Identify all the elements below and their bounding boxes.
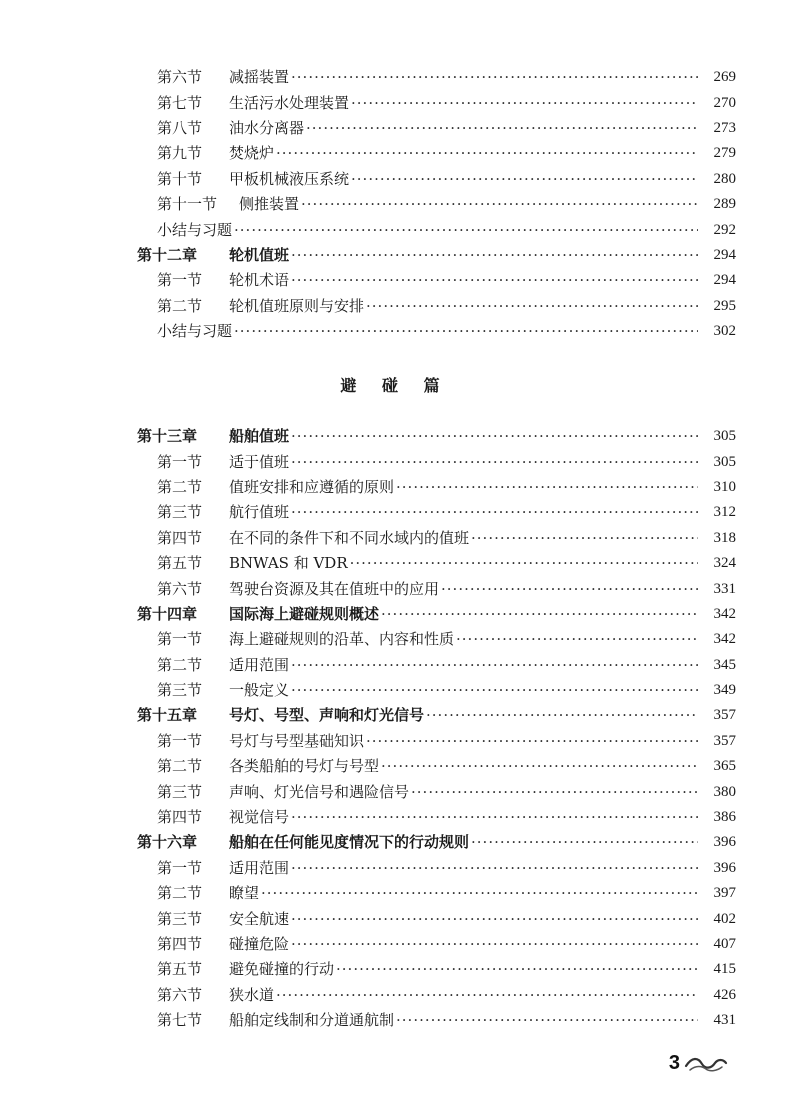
toc-entry-label: 第七节 <box>157 93 203 112</box>
dot-leader <box>441 577 698 602</box>
toc-entry-title: 碰撞危险 <box>229 935 290 953</box>
toc-entry-label: 第十节 <box>157 169 203 188</box>
toc-section-row[interactable] <box>0 779 790 804</box>
dot-leader <box>291 268 698 293</box>
toc-entry-label: 第十三章 <box>137 427 198 446</box>
toc-page-number: 342 <box>713 631 736 648</box>
toc-entry-label: 第一节 <box>157 858 203 877</box>
toc-entry-title: 瞭望 <box>229 884 260 903</box>
dot-leader <box>381 602 698 627</box>
toc-entry-label: 第五节 <box>157 960 203 979</box>
toc-entry-title: 减摇装置 <box>229 68 290 87</box>
toc-entry-label: 第十一节 <box>157 195 218 214</box>
toc-entry-title: 生活污水处理装置 <box>229 93 350 112</box>
dot-leader <box>291 678 698 703</box>
toc-summary-row[interactable] <box>0 217 790 242</box>
toc-entry-label: 第六节 <box>157 68 203 87</box>
toc-page-number: 415 <box>713 961 736 978</box>
toc-entry-label: 第三节 <box>157 681 203 700</box>
toc-entry-title: 一般定义 <box>229 681 290 700</box>
toc-entry-title: 各类船舶的号灯与号型 <box>229 757 380 776</box>
dot-leader <box>351 91 698 116</box>
toc-page-number: 302 <box>713 323 736 340</box>
toc-page-number: 305 <box>713 453 736 470</box>
toc-entry-title: 甲板机械液压系统 <box>229 169 350 188</box>
toc-entry-label: 第十六章 <box>137 833 198 852</box>
toc-section-row[interactable] <box>0 294 790 319</box>
toc-entry-title: 轮机值班 <box>229 245 290 264</box>
toc-section-row[interactable] <box>0 475 790 500</box>
dot-leader <box>276 983 698 1008</box>
toc-entry-title: 小结与习题 <box>157 220 233 239</box>
dot-leader <box>291 424 698 449</box>
toc-list-bottom <box>0 424 790 1033</box>
toc-section-row[interactable] <box>0 141 790 166</box>
toc-section-row[interactable] <box>0 729 790 754</box>
toc-entry-label: 第一节 <box>157 731 203 750</box>
toc-page-number: 294 <box>713 246 736 263</box>
dot-leader <box>276 141 698 166</box>
toc-page-number: 295 <box>713 297 736 314</box>
part-title: 避 碰 篇 <box>340 376 450 395</box>
toc-entry-title: 船舶定线制和分道通航制 <box>229 1011 395 1030</box>
dot-leader <box>426 703 698 728</box>
toc-entry-title: 海上避碰规则的沿革、内容和性质 <box>229 630 455 649</box>
dot-leader <box>291 805 698 830</box>
toc-entry-label: 第四节 <box>157 808 203 827</box>
toc-entry-label: 第二节 <box>157 884 203 903</box>
toc-page-number: 431 <box>713 1012 736 1029</box>
toc-section-row[interactable] <box>0 116 790 141</box>
toc-entry-label: 第三节 <box>157 909 203 928</box>
toc-entry-title: 避免碰撞的行动 <box>229 960 335 979</box>
toc-page-number: 407 <box>713 936 736 952</box>
toc-entry-label: 第一节 <box>157 630 203 649</box>
toc-entry-label: 第四节 <box>157 528 203 547</box>
toc-entry-title: 小结与习题 <box>157 322 233 341</box>
toc-page-number: 269 <box>713 69 736 86</box>
toc-section-row[interactable] <box>0 526 790 551</box>
toc-page-number: 396 <box>713 834 736 851</box>
dot-leader <box>411 780 698 805</box>
dot-leader <box>336 957 698 982</box>
dot-leader <box>301 192 698 217</box>
toc-section-row[interactable] <box>0 881 790 906</box>
dot-leader <box>291 243 698 268</box>
dot-leader <box>350 551 698 576</box>
toc-section-row[interactable] <box>0 983 790 1008</box>
toc-entry-title: 值班安排和应遵循的原则 <box>229 477 395 496</box>
toc-entry-label: 第五节 <box>157 554 203 573</box>
toc-page-number: 357 <box>713 732 736 749</box>
toc-section-row[interactable] <box>0 856 790 881</box>
toc-section-row[interactable] <box>0 957 790 982</box>
toc-section-row[interactable] <box>0 167 790 192</box>
toc-page-number: 312 <box>713 504 736 521</box>
toc-page-number: 280 <box>713 170 736 187</box>
toc-entry-title: 适用范围 <box>229 655 290 674</box>
toc-entry-title: 船舶在任何能见度情况下的行动规则 <box>229 833 470 852</box>
toc-entry-label: 第二节 <box>157 757 203 776</box>
toc-page-number: 292 <box>713 221 736 238</box>
toc-entry-label: 第二节 <box>157 655 203 674</box>
toc-page-number: 270 <box>713 94 736 111</box>
toc-entry-title: 狭水道 <box>229 985 275 1004</box>
toc-section-row[interactable] <box>0 906 790 931</box>
dot-leader <box>234 218 698 243</box>
toc-entry-title: 驾驶台资源及其在值班中的应用 <box>229 579 440 598</box>
toc-section-row[interactable] <box>0 805 790 830</box>
dot-leader <box>261 881 698 906</box>
toc-section-row[interactable] <box>0 192 790 217</box>
toc-section-row[interactable] <box>0 551 790 576</box>
toc-chapter-row[interactable] <box>0 243 790 268</box>
toc-page-number: 318 <box>713 529 736 546</box>
toc-entry-label: 第九节 <box>157 144 203 163</box>
toc-section-row[interactable] <box>0 65 790 90</box>
toc-entry-title: 焚烧炉 <box>229 144 275 163</box>
toc-entry-title: 侧推装置 <box>239 195 300 214</box>
dot-leader <box>291 932 698 957</box>
toc-page-number: 273 <box>713 119 736 136</box>
toc-section-row[interactable] <box>0 90 790 115</box>
toc-page-number: 349 <box>713 682 736 699</box>
toc-entry-title: 号灯与号型基础知识 <box>229 731 365 750</box>
toc-page-number: 357 <box>713 707 736 724</box>
toc-page-number: 397 <box>713 885 736 902</box>
toc-page-number: 365 <box>713 758 736 775</box>
dot-leader <box>291 450 698 475</box>
toc-chapter-row[interactable] <box>0 424 790 449</box>
toc-section-row[interactable] <box>0 932 790 957</box>
dot-leader <box>366 294 698 319</box>
page-number: 3 <box>668 1052 680 1074</box>
page-footer <box>669 1052 728 1075</box>
toc-entry-title: 船舶值班 <box>229 427 290 446</box>
toc-entry-title: 适于值班 <box>229 452 290 471</box>
toc-page-number: 310 <box>713 478 736 495</box>
toc-page-number: 279 <box>713 145 736 162</box>
toc-entry-label: 第六节 <box>157 579 203 598</box>
dot-leader <box>291 500 698 525</box>
toc-page-number: 324 <box>713 555 736 572</box>
toc-page-number: 294 <box>713 272 736 289</box>
dot-leader <box>396 475 698 500</box>
toc-entry-label: 第十五章 <box>137 706 198 725</box>
toc-list-top <box>0 65 790 344</box>
toc-page-number: 289 <box>713 196 736 213</box>
toc-chapter-row[interactable] <box>0 602 790 627</box>
toc-entry-label: 第七节 <box>157 1011 203 1030</box>
toc-entry-title: 视觉信号 <box>229 808 290 827</box>
dot-leader <box>306 116 698 141</box>
toc-entry-title: 轮机值班原则与安排 <box>229 296 365 315</box>
toc-page-number: 345 <box>713 656 736 673</box>
dot-leader <box>396 1008 698 1033</box>
toc-entry-label: 第一节 <box>157 271 203 290</box>
toc-entry-title: 油水分离器 <box>229 118 305 137</box>
toc-entry-label: 第二节 <box>157 477 203 496</box>
toc-page-number: 380 <box>713 783 736 800</box>
toc-entry-label: 第三节 <box>157 782 203 801</box>
toc-entry-label: 第四节 <box>157 935 203 953</box>
toc-entry-title: BNWAS 和 VDR <box>229 554 348 573</box>
toc-section-row[interactable] <box>0 1008 790 1033</box>
toc-entry-title: 在不同的条件下和不同水域内的值班 <box>229 528 470 547</box>
toc-entry-label: 第六节 <box>157 985 203 1004</box>
toc-entry-label: 第二节 <box>157 296 203 315</box>
toc-entry-title: 轮机术语 <box>229 271 290 290</box>
toc-section-row[interactable] <box>0 500 790 525</box>
wave-icon <box>684 1055 728 1073</box>
toc-section-row[interactable] <box>0 268 790 293</box>
toc-entry-label: 第十四章 <box>137 604 198 623</box>
toc-entry-title: 安全航速 <box>229 909 290 928</box>
toc-entry-title: 声响、灯光信号和遇险信号 <box>229 782 410 801</box>
dot-leader <box>291 907 698 932</box>
toc-page-number: 305 <box>713 428 736 445</box>
toc-page-number: 342 <box>713 605 736 622</box>
dot-leader <box>234 319 698 344</box>
dot-leader <box>471 526 698 551</box>
dot-leader <box>351 167 698 192</box>
toc-section-row[interactable] <box>0 678 790 703</box>
toc-page-number: 386 <box>713 809 736 826</box>
toc-section-row[interactable] <box>0 653 790 678</box>
toc-entry-title: 国际海上避碰规则概述 <box>229 604 380 623</box>
toc-entry-label: 第八节 <box>157 118 203 137</box>
toc-chapter-row[interactable] <box>0 830 790 855</box>
dot-leader <box>291 856 698 881</box>
dot-leader <box>471 830 698 855</box>
toc-summary-row[interactable] <box>0 319 790 344</box>
toc-page-number: 426 <box>713 986 736 1003</box>
toc-entry-title: 航行值班 <box>229 503 290 522</box>
toc-entry-label: 第一节 <box>157 452 203 471</box>
dot-leader <box>291 65 698 90</box>
toc-chapter-row[interactable] <box>0 703 790 728</box>
toc-entry-label: 第十二章 <box>137 245 198 264</box>
toc-entry-title: 适用范围 <box>229 858 290 877</box>
toc-section-row[interactable] <box>0 754 790 779</box>
toc-section-row[interactable] <box>0 449 790 474</box>
dot-leader <box>381 754 698 779</box>
toc-page-number: 331 <box>713 580 736 597</box>
dot-leader <box>366 729 698 754</box>
dot-leader <box>291 653 698 678</box>
toc-entry-title: 号灯、号型、声响和灯光信号 <box>229 706 425 725</box>
toc-section-row[interactable] <box>0 576 790 601</box>
toc-page-number: 402 <box>713 910 736 927</box>
toc-page-number: 396 <box>713 859 736 876</box>
toc-entry-label: 第三节 <box>157 503 203 522</box>
toc-section-row[interactable] <box>0 627 790 652</box>
dot-leader <box>456 627 698 652</box>
